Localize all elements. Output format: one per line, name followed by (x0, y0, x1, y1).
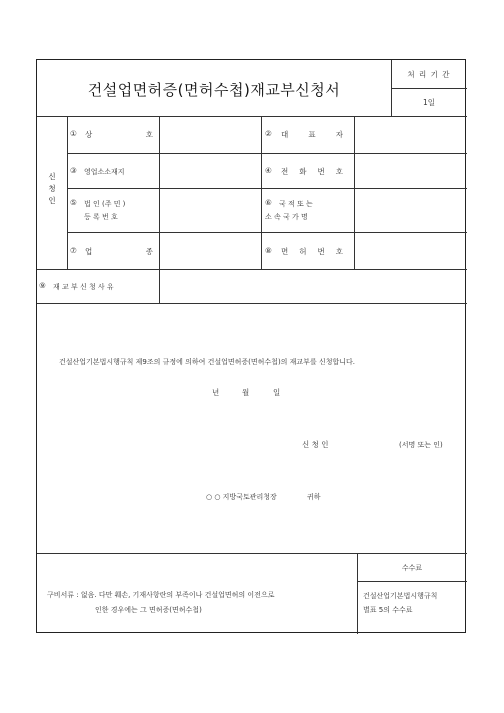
application-statement: 건설산업기본법시행규칙 제9조의 규정에 의하여 건설업면허증(면허수첩)의 재교부를 신청합니다. (59, 358, 355, 366)
field-1-number: ① (70, 129, 77, 138)
addressee-org: ○ ○ 지방국토관리청장 (206, 493, 277, 501)
field-7-number: ⑦ (70, 246, 77, 255)
divider-processing (391, 88, 467, 89)
applicant-signature-label: 신 청 인 (302, 440, 329, 449)
field-4-number: ④ (265, 166, 272, 175)
fee-text-line2: 별표 5의 수수료 (363, 606, 413, 614)
field-7-label: 업 종 (85, 247, 153, 256)
applicant-label-char-2: 청 (48, 184, 56, 193)
required-documents-line1: 구비서류 : 없음. 다만 훼손, 기재사항란의 부족이나 건설업면허의 이전으로 (47, 591, 275, 599)
field-4-label: 전 화 번 호 (281, 167, 343, 176)
required-documents-line2: 인한 경우에는 그 면허증(면허수첩) (95, 606, 202, 614)
field-5-label-line1: 법 인 (주 민 ) (84, 200, 126, 208)
field-6-label-line2: 소 속 국 가 명 (265, 213, 308, 221)
field-6-label-line1: 국 적 또 는 (279, 200, 313, 208)
divider-row2 (67, 188, 467, 189)
fee-label: 수수료 (401, 564, 423, 572)
divider-header (37, 116, 467, 117)
field-9-number: ⑨ (39, 281, 46, 290)
field-3-number: ③ (70, 166, 77, 175)
divider-fee (357, 581, 467, 582)
signature-or-seal: (서명 또는 인) (399, 441, 443, 449)
field-8-number: ⑧ (265, 246, 272, 255)
divider-row1 (67, 153, 467, 154)
applicant-label-char-3: 인 (48, 196, 56, 205)
applicant-label-char-1: 신 (48, 172, 56, 181)
application-form (36, 59, 466, 633)
addressee-suffix: 귀하 (307, 493, 321, 501)
divider-footer (37, 553, 467, 554)
divider-row3 (67, 232, 467, 233)
divider-vertical-label2 (354, 116, 355, 269)
fee-text-line1: 건설산업기본법시행규칙 (363, 592, 438, 600)
field-9-label: 재 교 부 신 청 사 유 (53, 283, 114, 291)
processing-period-value: 1일 (422, 98, 436, 107)
divider-vertical-label1 (159, 116, 160, 303)
field-5-number: ⑤ (70, 198, 77, 207)
field-8-label: 면 허 번 호 (281, 247, 343, 256)
divider-vertical-value1 (261, 116, 262, 269)
applicant-section-label (37, 171, 67, 207)
field-3-label: 영업소소재지 (84, 168, 125, 176)
date-day: 일 (273, 388, 281, 397)
divider-reason (37, 303, 467, 304)
field-6-number: ⑥ (265, 198, 272, 207)
field-2-label: 대 표 자 (281, 130, 343, 139)
date-month: 월 (242, 388, 250, 397)
field-5-label-line2: 등 록 번 호 (84, 213, 118, 221)
field-2-number: ② (265, 129, 272, 138)
field-1-label: 상 호 (85, 130, 153, 139)
divider-vertical-applicant (67, 116, 68, 269)
form-title: 건설업면허증(면허수첩)재교부신청서 (87, 81, 341, 99)
divider-applicant (37, 269, 467, 270)
processing-period-label: 처 리 기 간 (407, 70, 451, 79)
date-year: 년 (212, 388, 220, 397)
